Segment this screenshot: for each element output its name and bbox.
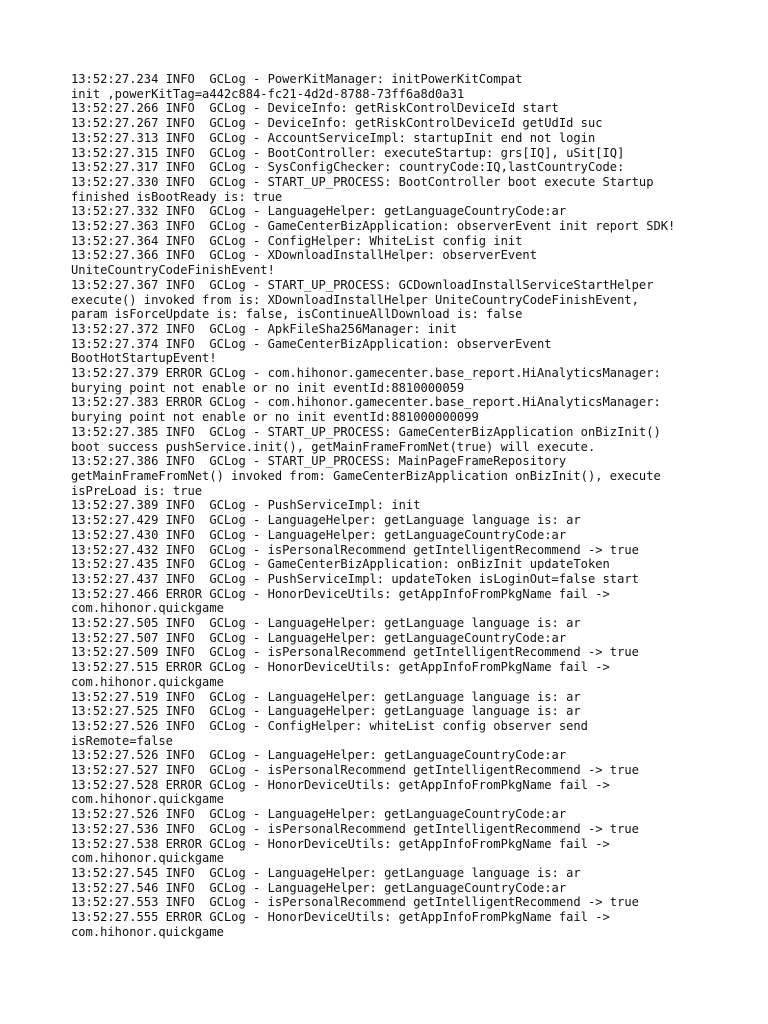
log-line: com.hihonor.quickgame [71,924,224,939]
log-line: 13:52:27.374 INFO GCLog - GameCenterBizApplication: observerEvent [71,336,552,351]
log-line: 13:52:27.234 INFO GCLog - PowerKitManager: initPowerKitCompat [71,72,523,86]
log-line: 13:52:27.363 INFO GCLog - GameCenterBizApplication: observerEvent init report SDK! [71,219,676,234]
log-line: 13:52:27.379 ERROR GCLog - com.hihonor.gamecenter.base_report.HiAnalyticsManager: [71,366,661,381]
log-line: 13:52:27.432 INFO GCLog - isPersonalRecommend getIntelligentRecommend -> true [71,542,639,557]
log-line: 13:52:27.528 ERROR GCLog - HonorDeviceUtils: getAppInfoFromPkgName fail -> [71,777,610,792]
log-line: 13:52:27.267 INFO GCLog - DeviceInfo: getRiskControlDeviceId getUdId suc [71,116,603,131]
log-line: 13:52:27.507 INFO GCLog - LanguageHelper: getLanguageCountryCode:ar [71,630,567,645]
log-line: 13:52:27.519 INFO GCLog - LanguageHelper: getLanguage language is: ar [71,689,581,704]
log-line: 13:52:27.429 INFO GCLog - LanguageHelper: getLanguage language is: ar [71,513,581,528]
log-text [71,72,731,939]
log-line: param isForceUpdate is: false, isContinueAllDownload is: false [71,307,523,322]
log-line: 13:52:27.332 INFO GCLog - LanguageHelper: getLanguageCountryCode:ar [71,204,567,219]
log-line: 13:52:27.313 INFO GCLog - AccountServiceImpl: startupInit end not login [71,130,596,145]
log-line: getMainFrameFromNet() invoked from: GameCenterBizApplication onBizInit(), execute [71,468,661,483]
log-line: 13:52:27.385 INFO GCLog - START_UP_PROCESS: GameCenterBizApplication onBizInit() [71,424,661,439]
log-line: 13:52:27.364 INFO GCLog - ConfigHelper: WhiteList config init [71,233,523,248]
log-line: com.hihonor.quickgame [71,851,224,866]
log-line: 13:52:27.372 INFO GCLog - ApkFileSha256Manager: init [71,321,457,336]
log-line: 13:52:27.266 INFO GCLog - DeviceInfo: getRiskControlDeviceId start [71,101,559,116]
log-line: finished isBootReady is: true [71,189,283,204]
log-line: 13:52:27.553 INFO GCLog - isPersonalRecommend getIntelligentRecommend -> true [71,895,639,910]
log-line: 13:52:27.389 INFO GCLog - PushServiceImpl: init [71,498,421,513]
log-line: 13:52:27.366 INFO GCLog - XDownloadInstallHelper: observerEvent [71,248,537,263]
log-line: 13:52:27.538 ERROR GCLog - HonorDeviceUtils: getAppInfoFromPkgName fail -> [71,836,610,851]
log-line: 13:52:27.505 INFO GCLog - LanguageHelper: getLanguage language is: ar [71,616,581,631]
log-line: 13:52:27.546 INFO GCLog - LanguageHelper: getLanguageCountryCode:ar [71,880,567,895]
log-line: 13:52:27.466 ERROR GCLog - HonorDeviceUtils: getAppInfoFromPkgName fail -> [71,586,610,601]
log-line: com.hihonor.quickgame [71,601,224,616]
log-line: 13:52:27.435 INFO GCLog - GameCenterBizApplication: onBizInit updateToken [71,557,610,572]
log-line: burying point not enable or no init eventId:8810000059 [71,380,465,395]
log-line: execute() invoked from is: XDownloadInstallHelper UniteCountryCodeFinishEvent, [71,292,639,307]
log-line: 13:52:27.330 INFO GCLog - START_UP_PROCESS: BootController boot execute Startup [71,174,654,189]
log-line: com.hihonor.quickgame [71,674,224,689]
log-line: 13:52:27.386 INFO GCLog - START_UP_PROCESS: MainPageFrameRepository [71,454,567,469]
log-line: UniteCountryCodeFinishEvent! [71,263,275,278]
log-line: 13:52:27.525 INFO GCLog - LanguageHelper: getLanguage language is: ar [71,704,581,719]
log-line: 13:52:27.317 INFO GCLog - SysConfigChecker: countryCode:IQ,lastCountryCode: [71,160,625,175]
log-line: 13:52:27.315 INFO GCLog - BootController: executeStartup: grs[IQ], uSit[IQ] [71,145,625,160]
log-line: init ,powerKitTag=a442c884-fc21-4d2d-8788-73ff6a8d0a31 [71,86,465,101]
log-line: 13:52:27.430 INFO GCLog - LanguageHelper: getLanguageCountryCode:ar [71,527,567,542]
log-line: 13:52:27.527 INFO GCLog - isPersonalRecommend getIntelligentRecommend -> true [71,763,639,778]
log-line: 13:52:27.555 ERROR GCLog - HonorDeviceUtils: getAppInfoFromPkgName fail -> [71,910,610,925]
log-line: 13:52:27.367 INFO GCLog - START_UP_PROCESS: GCDownloadInstallServiceStartHelper [71,277,654,292]
log-line: 13:52:27.509 INFO GCLog - isPersonalRecommend getIntelligentRecommend -> true [71,645,639,660]
log-line: boot success pushService.init(), getMainFrameFromNet(true) will execute. [71,439,596,454]
log-line: 13:52:27.526 INFO GCLog - LanguageHelper: getLanguageCountryCode:ar [71,807,567,822]
log-line: 13:52:27.545 INFO GCLog - LanguageHelper: getLanguage language is: ar [71,865,581,880]
log-line: 13:52:27.515 ERROR GCLog - HonorDeviceUtils: getAppInfoFromPkgName fail -> [71,660,610,675]
log-line: 13:52:27.383 ERROR GCLog - com.hihonor.gamecenter.base_report.HiAnalyticsManager: [71,395,661,410]
log-line: 13:52:27.536 INFO GCLog - isPersonalRecommend getIntelligentRecommend -> true [71,821,639,836]
log-line: isRemote=false [71,733,173,748]
log-line: isPreLoad is: true [71,483,203,498]
log-line: 13:52:27.437 INFO GCLog - PushServiceImpl: updateToken isLoginOut=false start [71,571,639,586]
log-line: com.hihonor.quickgame [71,792,224,807]
log-line: burying point not enable or no init eventId:881000000099 [71,410,479,425]
log-line: 13:52:27.526 INFO GCLog - LanguageHelper: getLanguageCountryCode:ar [71,748,567,763]
log-line: 13:52:27.526 INFO GCLog - ConfigHelper: whiteList config observer send [71,718,588,733]
log-line: BootHotStartupEvent! [71,351,217,366]
